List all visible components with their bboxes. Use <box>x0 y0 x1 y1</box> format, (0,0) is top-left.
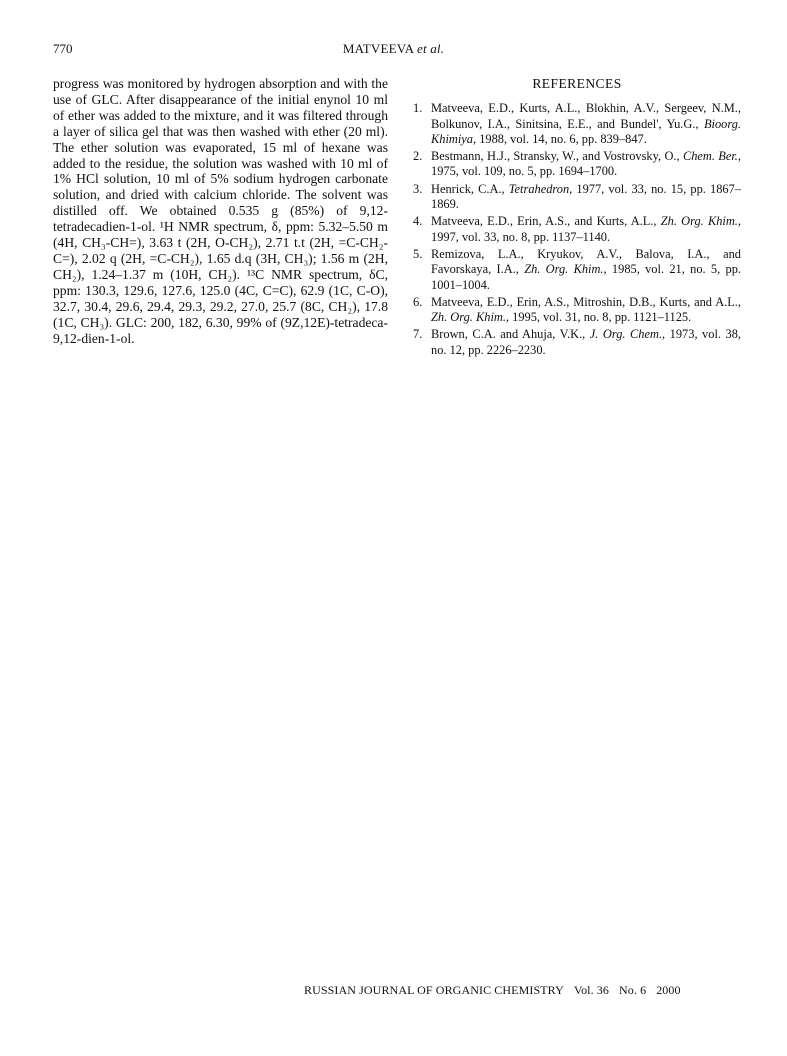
references-section <box>413 76 741 360</box>
reference-item <box>413 327 741 358</box>
footer-volume: Vol. 36 <box>573 983 610 997</box>
reference-details: 1985, vol. 21, no. 5, pp. 1001–1004. <box>431 262 741 292</box>
body-column <box>53 76 388 346</box>
footer-issue: No. 6 <box>619 983 647 997</box>
reference-details: 1997, vol. 33, no. 8, pp. 1137–1140. <box>431 229 611 244</box>
page-footer <box>304 983 681 998</box>
reference-journal: Zh. Org. Khim., <box>431 310 510 325</box>
reference-journal: Bioorg. Khimiya, <box>431 116 741 146</box>
reference-item <box>413 149 741 180</box>
reference-authors: Brown, C.A. and Ahuja, V.K., <box>431 327 590 342</box>
running-head <box>0 41 787 57</box>
reference-details: 1995, vol. 31, no. 8, pp. 1121–1125. <box>509 310 692 325</box>
reference-number: 7. <box>413 327 423 342</box>
reference-number: 6. <box>413 294 423 309</box>
reference-number: 2. <box>413 149 423 164</box>
reference-journal: J. Org. Chem., <box>589 327 666 342</box>
reference-authors: Remizova, L.A., Kryukov, A.V., Balova, I.A., and Favorskaya, I.A., <box>431 246 741 277</box>
references-heading: REFERENCES <box>532 76 622 91</box>
reference-item <box>413 182 741 213</box>
reference-number: 1. <box>413 101 423 116</box>
reference-authors: Matveeva, E.D., Erin, A.S., Mitroshin, D.B., Kurts, and A.L., <box>431 294 741 309</box>
reference-item <box>413 101 741 147</box>
reference-details: 1973, vol. 38, no. 12, pp. 2226–2230. <box>431 327 741 357</box>
references-list <box>413 101 741 358</box>
reference-authors: Bestmann, H.J., Stransky, W., and Vostrovsky, O., <box>431 149 683 164</box>
reference-authors: Matveeva, E.D., Kurts, A.L., Blokhin, A.V., Sergeev, N.M., Bolkunov, I.A., Sinitsina, E.E., and Bundel', Yu.G., <box>431 101 741 131</box>
page-number: 770 <box>53 41 73 56</box>
running-head-author: MATVEEVA <box>342 41 414 56</box>
reference-item <box>413 247 741 293</box>
running-head-etal: et al. <box>416 41 445 56</box>
reference-journal: Tetrahedron, <box>508 181 573 196</box>
reference-details: 1988, vol. 14, no. 6, pp. 839–847. <box>476 131 647 146</box>
reference-details: 1977, vol. 33, no. 15, pp. 1867–1869. <box>431 181 741 212</box>
reference-item <box>413 214 741 245</box>
reference-number: 3. <box>413 181 423 196</box>
reference-details: 1975, vol. 109, no. 5, pp. 1694–1700. <box>431 164 618 179</box>
footer-journal: RUSSIAN JOURNAL OF ORGANIC CHEMISTRY <box>304 983 564 997</box>
reference-journal: Zh. Org. Khim., <box>660 214 742 229</box>
footer-year: 2000 <box>656 983 681 997</box>
reference-authors: Matveeva, E.D., Erin, A.S., and Kurts, A.L., <box>431 214 661 229</box>
reference-journal: Chem. Ber., <box>682 149 741 164</box>
reference-authors: Henrick, C.A., <box>431 181 509 196</box>
reference-journal: Zh. Org. Khim., <box>524 262 607 277</box>
reference-number: 4. <box>413 214 423 229</box>
reference-item <box>413 295 741 326</box>
reference-number: 5. <box>413 246 423 261</box>
body-paragraph: progress was monitored by hydrogen absorption and with the use of GLC. After disappearance of the initial enynol 10 ml of ether was added to the mixture, and it was filtered through a layer of silica gel that was then washed with ether (20 ml). The ether solution was evaporated, 15 ml of hexane was added to the residue, the solution was washed with 10 ml of 1% HCl solution, 10 ml of 5% sodium hydrogen carbonate solution, and dried with calcium chloride. The solvent was distilled off. We obtained 0.535 g (85%) of 9,12-tetradecadien-1-ol. ¹H NMR spectrum, δ, ppm: 5.32–5.50 m (4H, CH₃-CH=), 3.63 t (2H, O-CH₂), 2.71 t.t (2H, =C-CH₂-C=), 2.02 q (2H, =C-CH₂), 1.65 d.q (3H, CH₃); 1.56 m (2H, CH₂), 1.24–1.37 m (10H, CH₂). ¹³C NMR spectrum, δC, ppm: 130.3, 129.6, 127.6, 125.0 (4C, C=C), 62.9 (1C, C-O), 32.7, 30.4, 29.6, 29.4, 29.3, 29.2, 27.0, 25.7 (8C, CH₂), 17.8 (1C, CH₃). GLC: 200, 182, 6.30, 99% of (9Z,12E)-tetradeca-9,12-dien-1-ol. <box>53 76 388 346</box>
